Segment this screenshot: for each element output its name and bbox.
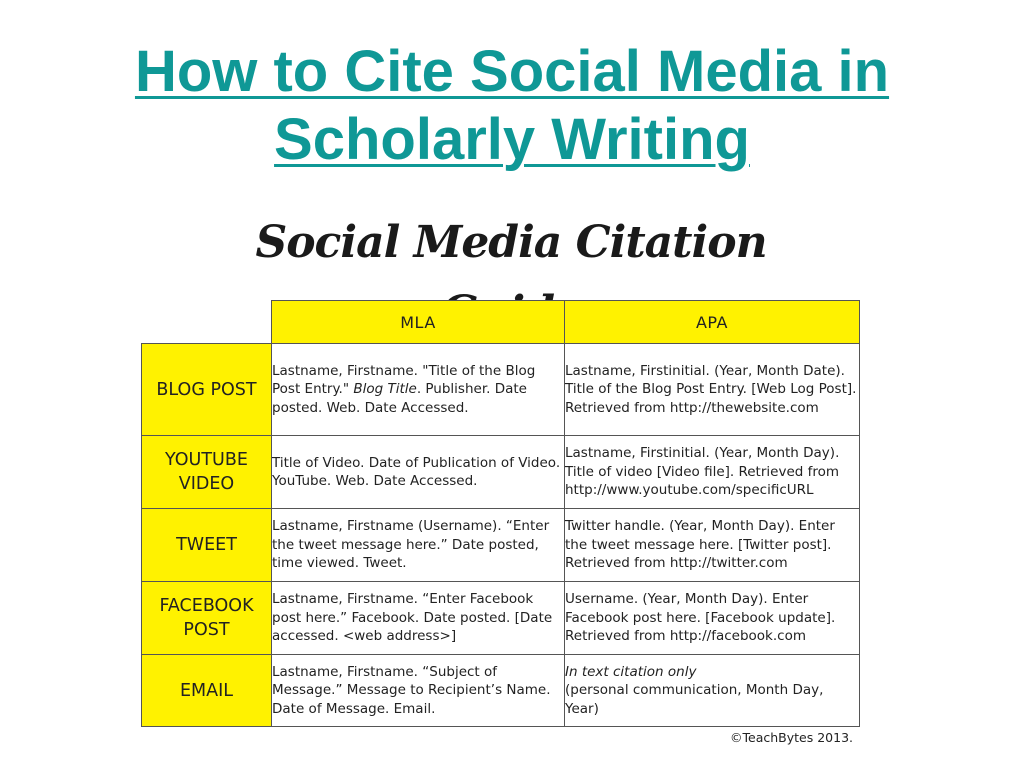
citation-text: (personal communication, Month Day, Year)	[565, 682, 824, 717]
table-row-blog-post	[142, 344, 860, 436]
row-label-blog-post: BLOG POST	[142, 344, 272, 436]
apa-cell-tweet	[565, 509, 860, 582]
apa-cell-email	[565, 655, 860, 727]
column-header-apa: APA	[565, 301, 860, 344]
citation-text: Lastname, Firstname. “Enter Facebook post here.” Facebook. Date posted. [Date accessed. <web address>]	[272, 591, 553, 645]
citation-text: Username. (Year, Month Day). Enter Facebook post here. [Facebook update]. Retrieved from http://facebook.com	[565, 591, 836, 645]
mla-cell-facebook-post	[272, 582, 565, 655]
row-label-tweet: TWEET	[142, 509, 272, 582]
citation-text: Twitter handle. (Year, Month Day). Enter the tweet message here. [Twitter post]. Retrieved from http://twitter.com	[565, 518, 835, 572]
row-label-youtube-video: YOUTUBE VIDEO	[142, 436, 272, 509]
column-header-mla: MLA	[272, 301, 565, 344]
citation-text: Lastname, Firstinitial. (Year, Month Day). Title of video [Video file]. Retrieved from http://www.youtube.com/specificURL	[565, 445, 840, 499]
mla-cell-tweet	[272, 509, 565, 582]
row-label-email: EMAIL	[142, 655, 272, 727]
table-row-youtube-video	[142, 436, 860, 509]
citation-text: Blog Title	[353, 381, 417, 398]
row-label-facebook-post: FACEBOOK POST	[142, 582, 272, 655]
table-row-tweet	[142, 509, 860, 582]
citation-text: Lastname, Firstname. "Title of the Blog Post Entry."	[272, 362, 536, 398]
citation-text: Lastname, Firstname (Username). “Enter the tweet message here.” Date posted, time viewed. Tweet.	[272, 518, 550, 572]
mla-cell-email	[272, 655, 565, 727]
apa-cell-youtube-video	[565, 436, 860, 509]
citation-guide	[141, 300, 859, 727]
apa-cell-facebook-post	[565, 582, 860, 655]
citation-table	[141, 300, 860, 727]
slide-title: How to Cite Social Media in Scholarly Writing	[134, 39, 890, 172]
citation-text: Title of Video. Date of Publication of Video. YouTube. Web. Date Accessed.	[272, 454, 561, 489]
copyright-notice: ©TeachBytes 2013.	[730, 730, 853, 745]
mla-cell-blog-post	[272, 344, 565, 436]
citation-text: Lastname, Firstinitial. (Year, Month Date). Title of the Blog Post Entry. [Web Log Post]. Retrieved from http://thewebsite.com	[565, 362, 857, 416]
citation-text: . Publisher. Date posted. Web. Date Accessed.	[272, 381, 527, 416]
apa-cell-blog-post	[565, 344, 860, 436]
mla-cell-youtube-video	[272, 436, 565, 509]
guide-heading: Social Media Citation	[255, 217, 767, 268]
corner-cell	[142, 301, 272, 344]
table-row-email	[142, 655, 860, 727]
column-header-row	[142, 301, 860, 344]
citation-text: Lastname, Firstname. “Subject of Message.” Message to Recipient’s Name. Date of Message. Email.	[272, 663, 551, 717]
table-row-facebook-post	[142, 582, 860, 655]
citation-text: In text citation only	[565, 663, 697, 680]
